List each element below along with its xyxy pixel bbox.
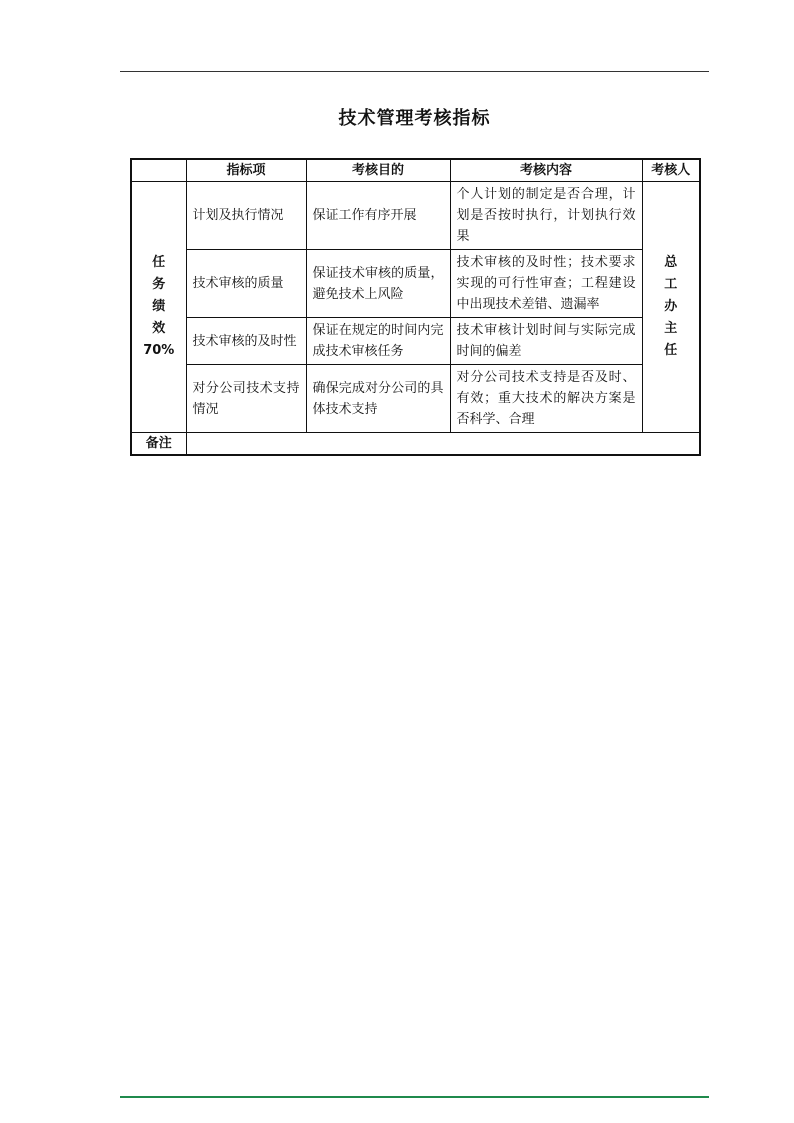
purpose-cell: 保证技术审核的质量，避免技术上风险 [306, 250, 450, 318]
table-row [131, 318, 700, 365]
footer-rule [120, 1096, 709, 1098]
header-cell-indicator: 指标项 [186, 159, 306, 182]
assessor-cell: 总 工 办 主 任 [642, 182, 700, 433]
indicator-cell: 对分公司技术支持情况 [186, 365, 306, 433]
notes-row [131, 433, 700, 456]
table-row [131, 250, 700, 318]
content-cell: 个人计划的制定是否合理，计划是否按时执行，计划执行效果 [450, 182, 642, 250]
category-weight: 70% [143, 343, 175, 358]
header-cell-purpose: 考核目的 [306, 159, 450, 182]
header-cell-assessor: 考核人 [642, 159, 700, 182]
indicator-cell: 技术审核的质量 [186, 250, 306, 318]
assessment-table [130, 158, 701, 456]
purpose-cell: 保证在规定的时间内完成技术审核任务 [306, 318, 450, 365]
header-cell-content: 考核内容 [450, 159, 642, 182]
purpose-cell: 保证工作有序开展 [306, 182, 450, 250]
notes-value [186, 433, 700, 456]
header-rule [120, 71, 709, 72]
content-cell: 对分公司技术支持是否及时、有效；重大技术的解决方案是否科学、合理 [450, 365, 642, 433]
header-cell-category [131, 159, 186, 182]
indicator-cell: 技术审核的及时性 [186, 318, 306, 365]
page-title: 技术管理考核指标 [338, 108, 491, 129]
purpose-cell: 确保完成对分公司的具体技术支持 [306, 365, 450, 433]
table-row [131, 365, 700, 433]
indicator-cell: 计划及执行情况 [186, 182, 306, 250]
content-cell: 技术审核计划时间与实际完成时间的偏差 [450, 318, 642, 365]
notes-label: 备注 [131, 433, 186, 456]
table-row [131, 182, 700, 250]
table-header-row [131, 159, 700, 182]
content-cell: 技术审核的及时性；技术要求实现的可行性审查；工程建设中出现技术差错、遗漏率 [450, 250, 642, 318]
category-cell: 任 务 绩 效 70% [131, 182, 186, 433]
